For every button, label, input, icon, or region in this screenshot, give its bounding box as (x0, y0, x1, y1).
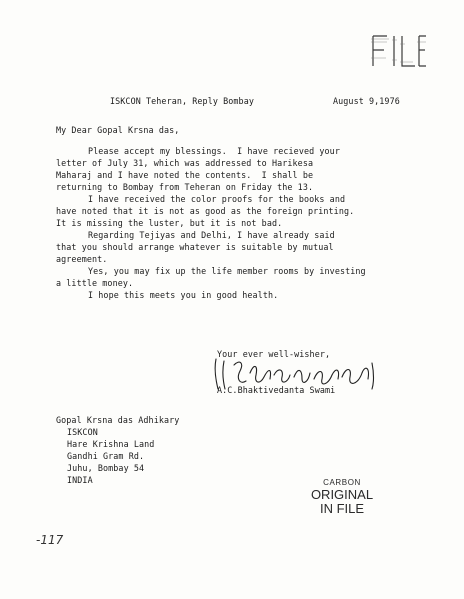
letter-date: August 9,1976 (333, 96, 400, 106)
closing: Your ever well-wisher, (217, 349, 331, 359)
body-line: a little money. (56, 278, 134, 288)
body-line: have noted that it is not as good as the foreign printing. (56, 206, 355, 216)
file-stamp (367, 30, 427, 72)
body-line: returning to Bombay from Teheran on Friday the 13. (56, 182, 314, 192)
body-line: Please accept my blessings. I have recieved your (88, 146, 340, 156)
body-line: letter of July 31, which was addressed to Harikesa (56, 158, 314, 168)
carbon-original-stamp (300, 478, 384, 516)
address-line: Gandhi Gram Rd. (67, 451, 145, 461)
body-line: It is missing the luster, but it is not bad. (56, 218, 283, 228)
body-line: Maharaj and I have noted the contents. I shall be (56, 170, 314, 180)
signer-name: A.C.Bhaktivedanta Swami (217, 385, 336, 395)
address-line: Gopal Krsna das Adhikary (56, 415, 180, 425)
in-file-label: IN FILE (319, 501, 365, 516)
body-line: I have received the color proofs for the books and (88, 194, 346, 204)
address-line: INDIA (67, 475, 93, 485)
address-line: Juhu, Bombay 54 (67, 463, 145, 473)
address-line: Hare Krishna Land (67, 439, 155, 449)
body-line: Regarding Tejiyas and Delhi, I have already said (88, 230, 335, 240)
original-label: ORIGINAL (310, 487, 374, 502)
salutation: My Dear Gopal Krsna das, (56, 125, 180, 135)
page-number-mark: -117 (36, 533, 64, 547)
letter-header-location: ISKCON Teheran, Reply Bombay (110, 96, 254, 106)
body-line: Yes, you may fix up the life member rooms by investing (88, 266, 366, 276)
address-line: ISKCON (67, 427, 98, 437)
body-line: agreement. (56, 254, 108, 264)
carbon-label: CARBON (323, 478, 361, 487)
body-line: that you should arrange whatever is suitable by mutual (56, 242, 334, 252)
body-line: I hope this meets you in good health. (88, 290, 279, 300)
